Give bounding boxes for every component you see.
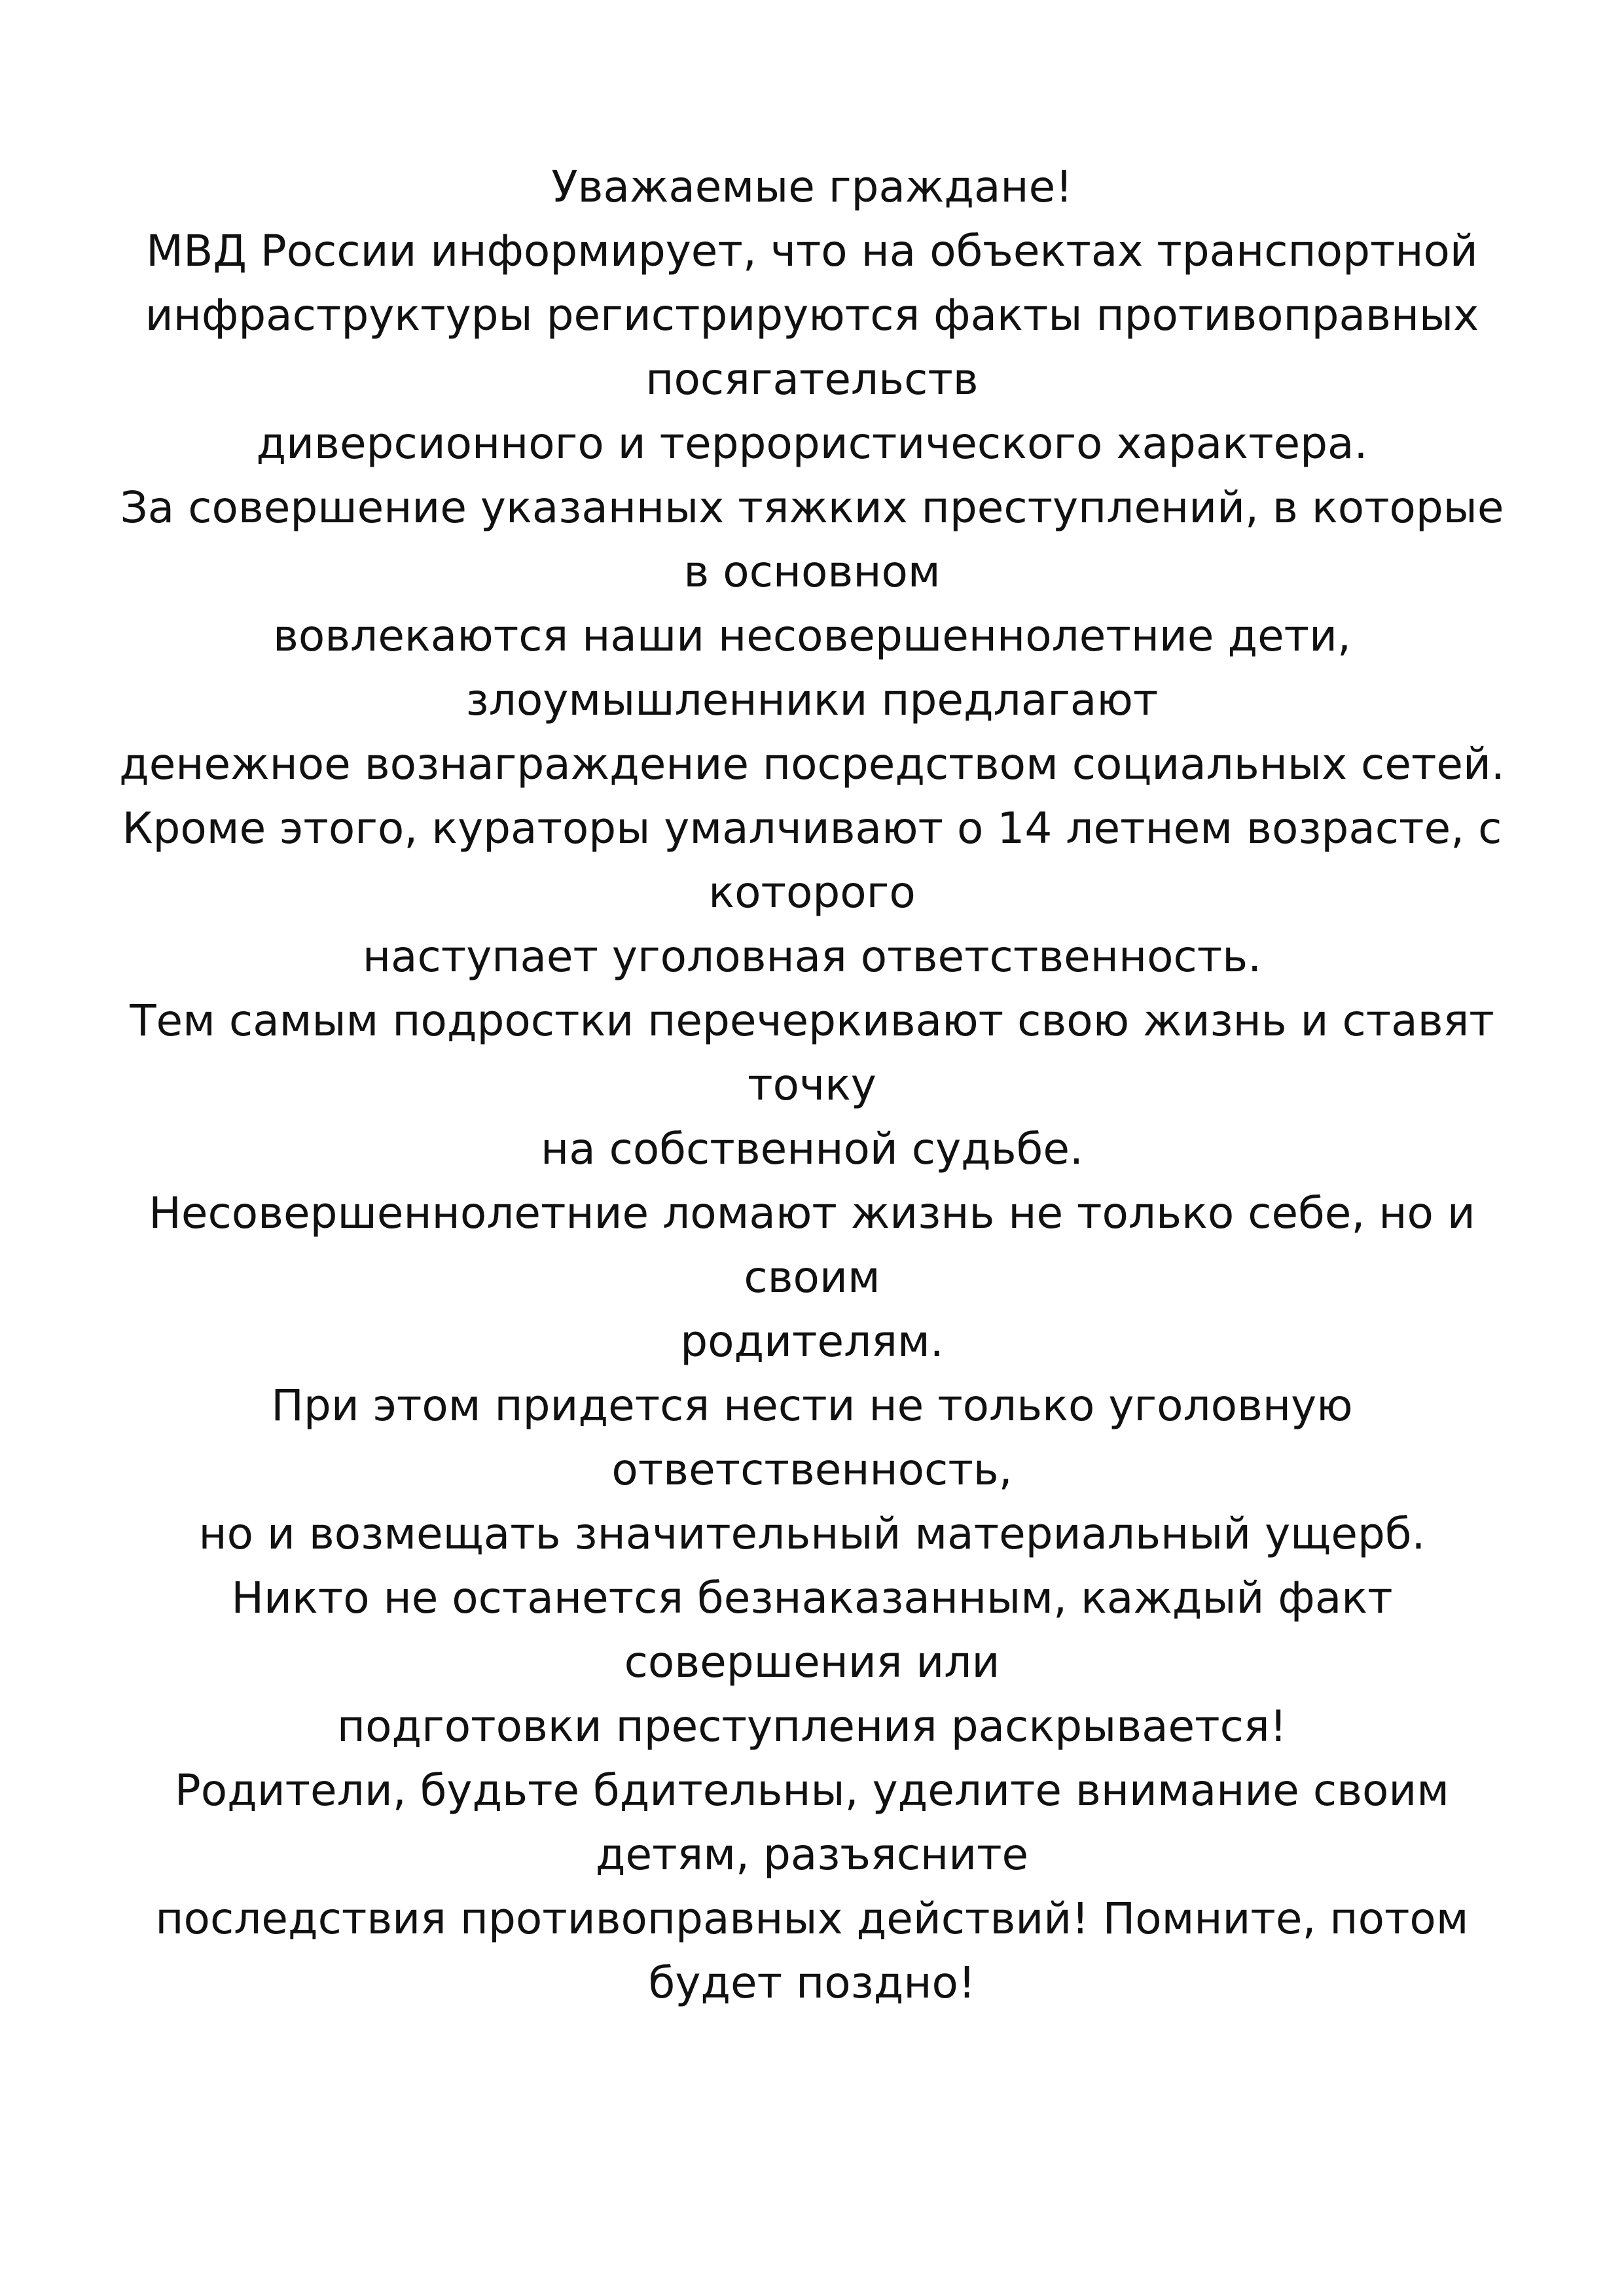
text-line: вовлекаются наши несовершеннолетние дети, bbox=[272, 611, 1352, 661]
text-line: При этом придется нести не только уголовную bbox=[271, 1380, 1353, 1431]
notice-text bbox=[0, 155, 1624, 2015]
text-line: За совершение указанных тяжких преступлений, в которые bbox=[120, 482, 1504, 533]
text-line: детям, разъясните bbox=[595, 1829, 1029, 1880]
text-line: родителям. bbox=[680, 1316, 944, 1367]
text-line: посягательств bbox=[645, 354, 979, 404]
greeting-line: Уважаемые граждане! bbox=[551, 162, 1073, 212]
text-line: будет поздно! bbox=[648, 1958, 976, 2008]
text-line: Тем самым подростки перечеркивают свою жизнь и ставят bbox=[130, 996, 1494, 1046]
text-line: но и возмещать значительный материальный ущерб. bbox=[198, 1509, 1426, 1559]
text-line: Кроме этого, кураторы умалчивают о 14 летнем возрасте, с bbox=[122, 803, 1502, 853]
text-line: ответственность, bbox=[611, 1444, 1013, 1495]
text-line: на собственной судьбе. bbox=[541, 1124, 1083, 1174]
text-line: денежное вознаграждение посредством социальных сетей. bbox=[119, 739, 1505, 789]
text-line: инфраструктуры регистрируются факты противоправных bbox=[145, 290, 1479, 340]
text-line: Родители, будьте бдительны, уделите внимание своим bbox=[174, 1765, 1450, 1816]
text-line: точку bbox=[748, 1060, 876, 1110]
text-line: злоумышленники предлагают bbox=[465, 675, 1159, 725]
text-line: последствия противоправных действий! Помните, потом bbox=[155, 1893, 1469, 1944]
text-line: совершения или bbox=[624, 1637, 1000, 1687]
text-line: Несовершеннолетние ломают жизнь не только себе, но и bbox=[149, 1188, 1475, 1238]
text-line: своим bbox=[744, 1252, 880, 1302]
text-line: которого bbox=[708, 867, 916, 918]
text-line: МВД России информирует, что на объектах транспортной bbox=[146, 226, 1478, 276]
text-line: наступает уголовная ответственность. bbox=[362, 931, 1262, 982]
text-line: в основном bbox=[683, 547, 941, 597]
text-line: Никто не останется безнаказанным, каждый факт bbox=[231, 1573, 1393, 1623]
text-line: подготовки преступления раскрывается! bbox=[336, 1701, 1288, 1751]
text-line: диверсионного и террористического характера. bbox=[256, 418, 1368, 469]
